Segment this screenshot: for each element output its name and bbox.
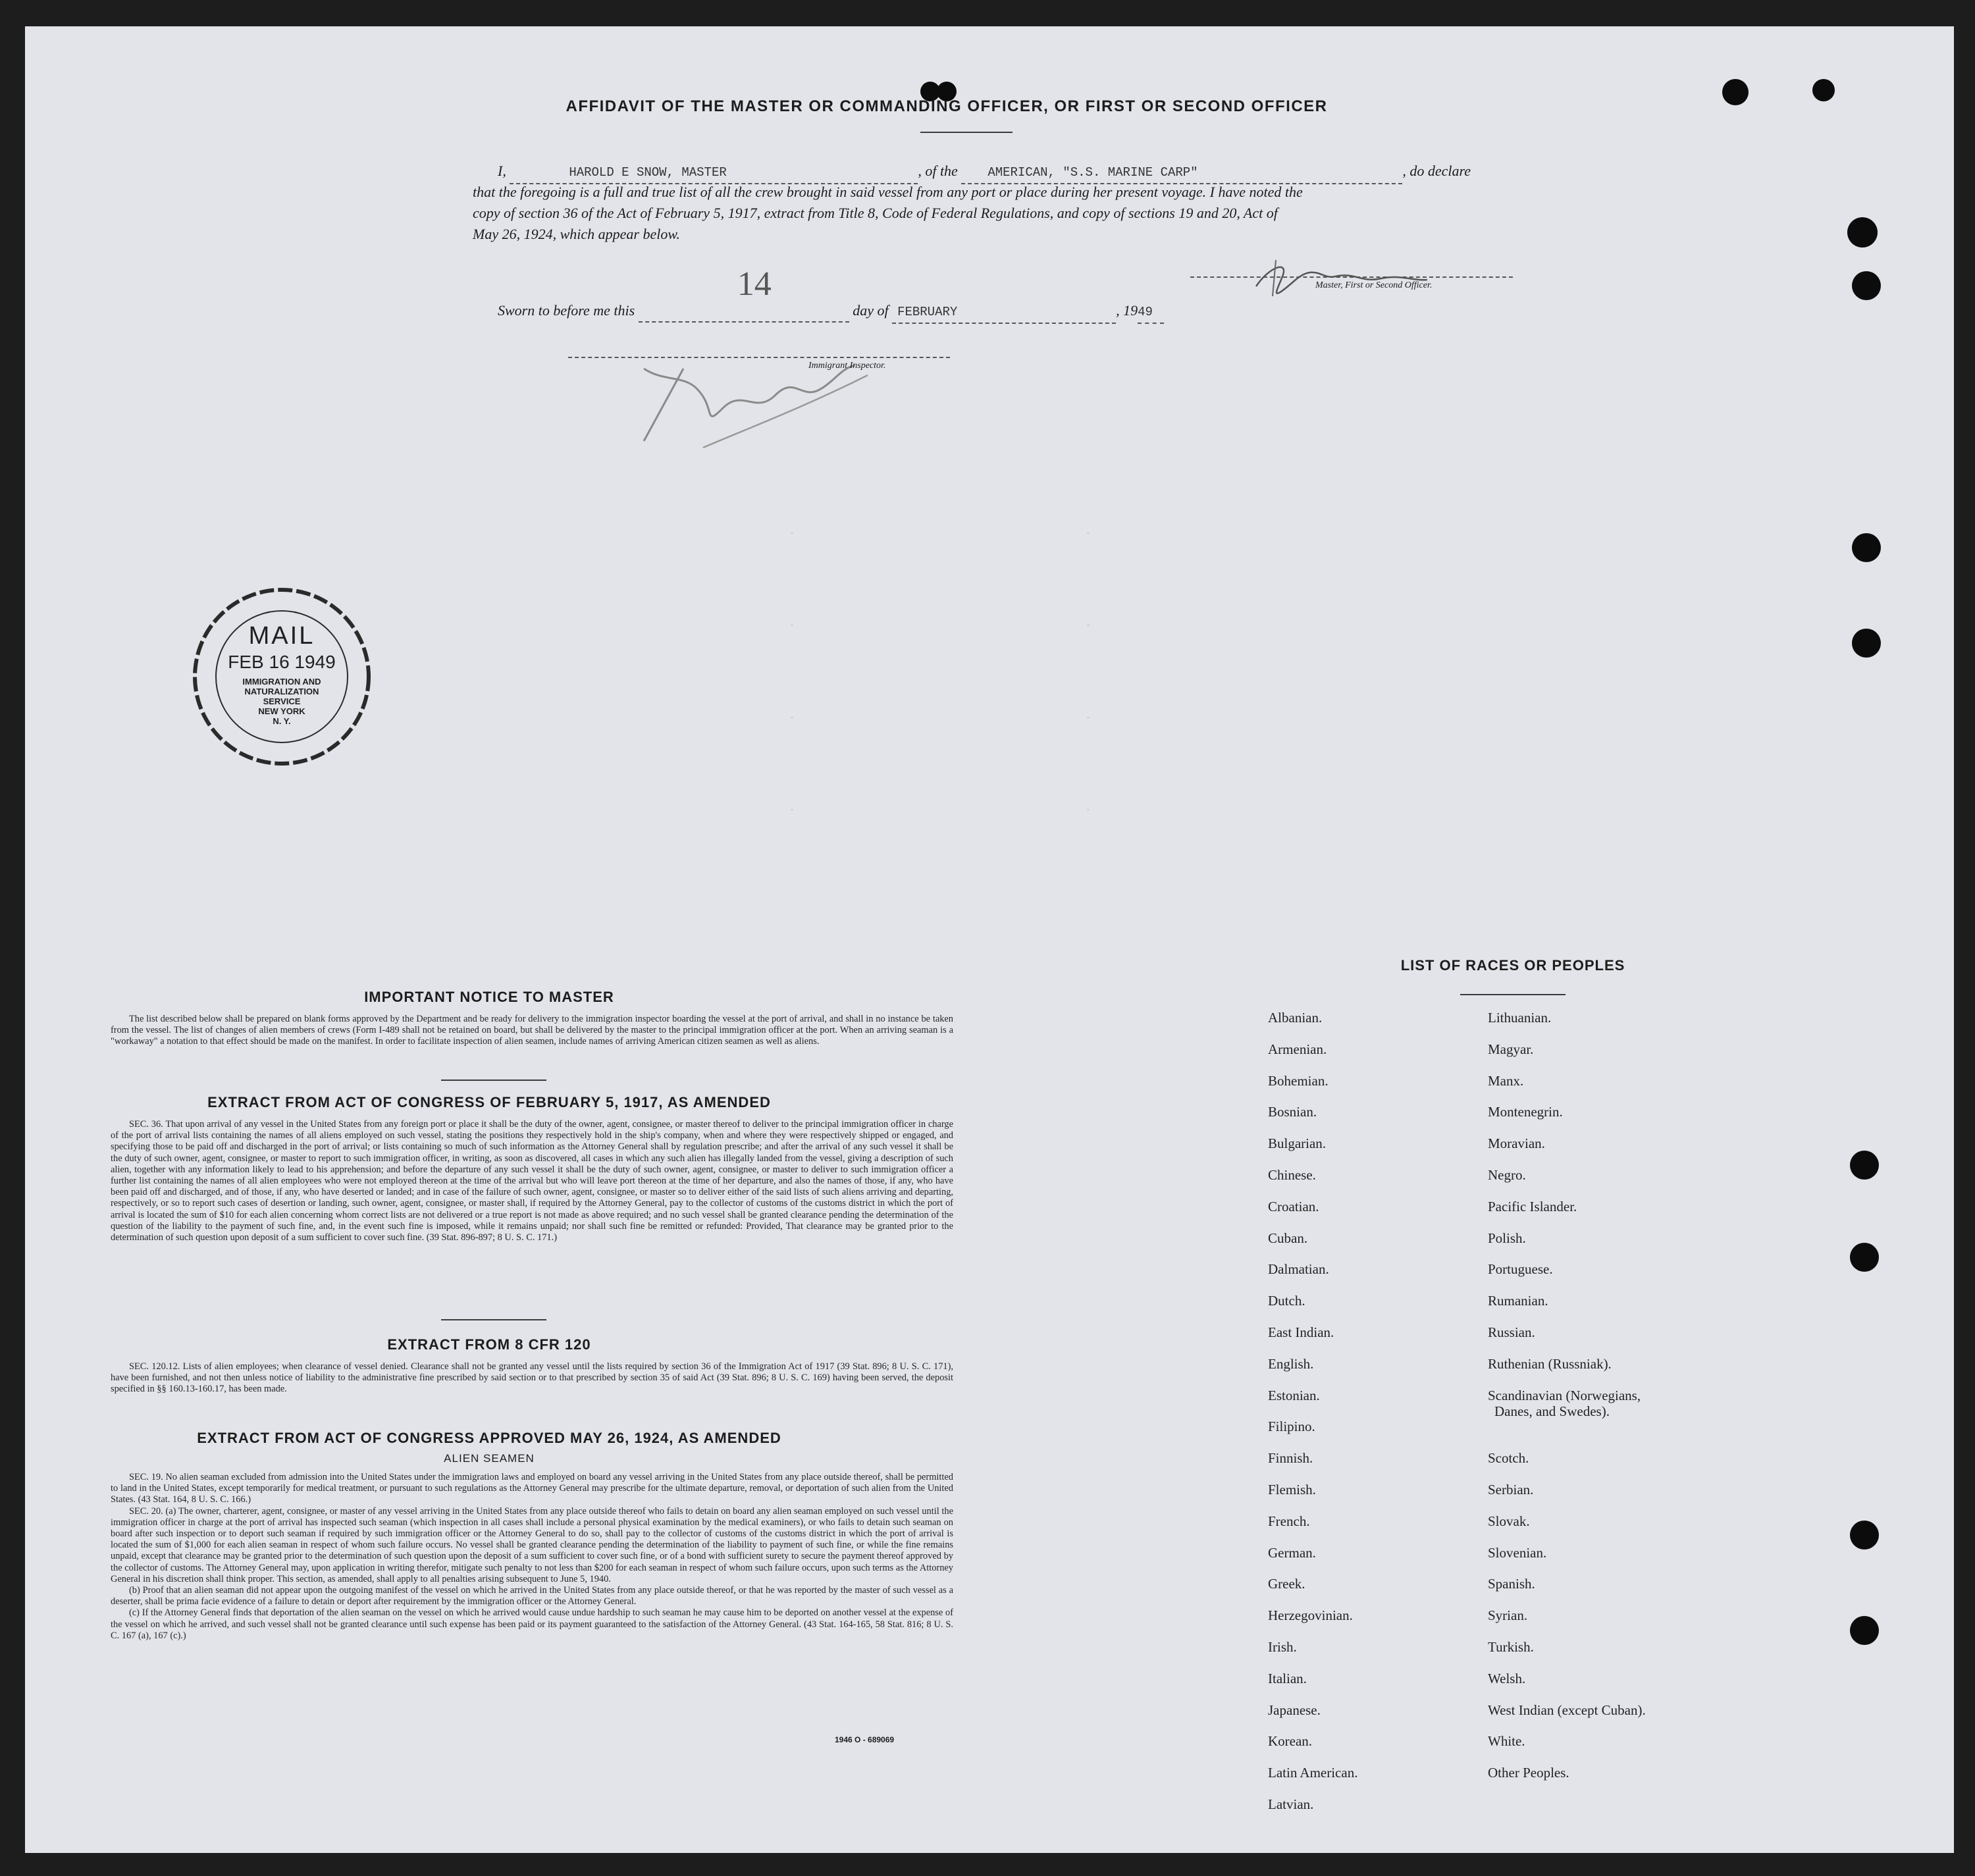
race-item: Scandinavian (Norwegians, bbox=[1488, 1387, 1641, 1403]
race-item: Pacific Islander. bbox=[1488, 1198, 1577, 1214]
race-item: Ruthenian (Russniak). bbox=[1488, 1355, 1612, 1372]
divider bbox=[441, 1080, 546, 1081]
declaration-line bbox=[498, 161, 1551, 184]
race-item: Flemish. bbox=[1268, 1482, 1316, 1498]
declaration-body-3: May 26, 1924, which appear below. bbox=[473, 226, 680, 242]
print-code: 1946 O - 689069 bbox=[835, 1735, 895, 1744]
race-item: Scotch. bbox=[1488, 1450, 1529, 1467]
sworn-year: 49 bbox=[1138, 301, 1164, 324]
race-item: Armenian. bbox=[1268, 1041, 1327, 1057]
race-item: Croatian. bbox=[1268, 1198, 1319, 1214]
race-item: Lithuanian. bbox=[1488, 1010, 1552, 1026]
race-item: Slovenian. bbox=[1488, 1544, 1547, 1561]
year-prefix: , 19 bbox=[1116, 302, 1138, 319]
race-item: Russian. bbox=[1488, 1324, 1535, 1340]
punch-hole bbox=[1850, 1243, 1879, 1272]
race-item: Montenegrin. bbox=[1488, 1104, 1563, 1120]
inspector-signature-line bbox=[568, 357, 950, 358]
punch-hole bbox=[1850, 1616, 1879, 1645]
race-item: German. bbox=[1268, 1544, 1316, 1561]
race-item: Syrian. bbox=[1488, 1607, 1528, 1624]
punch-hole bbox=[1847, 217, 1878, 248]
race-item: Magyar. bbox=[1488, 1041, 1534, 1057]
stamp-text bbox=[211, 622, 353, 726]
races-title: LIST OF RACES OR PEOPLES bbox=[1400, 957, 1625, 974]
declaration-body-2: copy of section 36 of the Act of February 5, 1917, extract from Title 8, Code of Federal Regulations, and copy of sections 19 and 20, Act of bbox=[473, 205, 1278, 221]
extract-cfr-text bbox=[111, 1361, 953, 1395]
section-19-paragraph: SEC. 19. No alien seaman excluded from admission into the United States under the immigration laws and employed on board any vessel arriving in the United States from any place outside thereof, shall be permitted to land in the United States, except temporarily for medical treatment, or pursuant to such regulations as the Attorney General may prescribe for the ultimate departure, removal, or deportation of such alien from the United States. (43 Stat. 164, 8 U. S. C. 166.) bbox=[111, 1472, 953, 1505]
section-20b-paragraph: (b) Proof that an alien seaman did not appear upon the outgoing manifest of the vessel on which he arrived in the United States from any place outside thereof, or that he was reported by the master of such vessel as a deserter, shall be prima facie evidence of a failure to detain or deport after requirement by the immigration officer or the Attorney General. bbox=[111, 1585, 953, 1607]
punch-hole bbox=[1852, 629, 1881, 658]
vessel-field bbox=[961, 161, 1402, 184]
race-item: East Indian. bbox=[1268, 1324, 1334, 1340]
race-item: Albanian. bbox=[1268, 1010, 1323, 1026]
race-item: Japanese. bbox=[1268, 1702, 1321, 1718]
stamp-line4: NATURALIZATION bbox=[244, 687, 319, 696]
extract-1924-subtitle: ALIEN SEAMEN bbox=[444, 1452, 535, 1465]
extract-cfr-title: EXTRACT FROM 8 CFR 120 bbox=[387, 1336, 591, 1353]
race-item: Finnish. bbox=[1268, 1450, 1313, 1467]
officer-caption: Master, First or Second Officer. bbox=[1315, 280, 1433, 290]
sworn-month: FEBRUARY bbox=[897, 305, 958, 319]
inspector-caption: Immigrant Inspector. bbox=[808, 361, 886, 371]
punch-hole bbox=[1852, 533, 1881, 562]
declarant-name: HAROLD E SNOW, MASTER bbox=[569, 165, 727, 180]
affidavit-title: AFFIDAVIT OF THE MASTER OR COMMANDING OFFICER, OR FIRST OR SECOND OFFICER bbox=[566, 97, 1328, 115]
declarant-prefix: I, bbox=[498, 163, 506, 179]
document-page bbox=[25, 26, 1954, 1853]
race-item: Italian. bbox=[1268, 1670, 1307, 1686]
race-item: Dutch. bbox=[1268, 1293, 1305, 1309]
officer-signature-line bbox=[1190, 276, 1513, 278]
race-item: Latin American. bbox=[1268, 1765, 1358, 1781]
section-36-paragraph: SEC. 36. That upon arrival of any vessel in the United States from any foreign port or place it shall be the duty of the owner, agent, consignee, or master thereof to deliver to the principal immigration officer in charge of the port of arrival lists containing the names of all aliens employed on such vessel, stating the positions they respectively hold in the ship's company, when and where they were respectively shipped or engaged, and specifying those to be paid off and discharged in the port of arrival; or lists containing so much of such information as the Attorney General shall by regulation prescribe; and after the arrival of any such vessel it shall be the duty of such owner, agent, consignee, or master to report to such immigration officer, in writing, as soon as discovered, all cases in which any such alien has illegally landed from the vessel, giving a description of such alien, together with any information likely to lead to his apprehension; and before the departure of any such vessel it shall be the duty of such owner, agent, consignee, or master to deliver to such immigration officer a further list containing the names of all alien employees who were not employed thereon at the time of the arrival but who will leave port thereon at the time of her departure, and also the names of those, if any, who have been paid off and discharged, and of those, if any, who have deserted or landed; and in case of the failure of such owner, agent, consignee, or master so to deliver either of the said lists of such aliens arriving and departing, respectively, or so to report such cases of desertion or landing, such owner, agent, consignee, or master shall, if required by the Attorney General, pay to the collector of customs of the customs district in which the port of arrival is located the sum of $10 for each alien concerning whom correct lists are not delivered or a true report is not made as above required; and no such vessel shall be granted clearance pending the determination of the question of the liability to the payment of such fine, and, in the event such fine is imposed, while it remains unpaid; nor shall such fine be remitted or refunded: Provided, That clearance may be granted prior to the determination of such question upon deposit of a sum sufficient to cover such fine. (39 Stat. 896-897; 8 U. S. C. 171.) bbox=[111, 1119, 953, 1243]
race-item: Chinese. bbox=[1268, 1167, 1316, 1183]
faint-dots bbox=[644, 487, 1236, 856]
stamp-line7: N. Y. bbox=[273, 716, 291, 726]
race-item: Moravian. bbox=[1488, 1135, 1545, 1152]
race-item: Bohemian. bbox=[1268, 1072, 1329, 1089]
extract-1917-text bbox=[111, 1119, 953, 1243]
sworn-line bbox=[498, 265, 1354, 324]
stamp-mail: MAIL bbox=[248, 622, 315, 650]
race-item: Welsh. bbox=[1488, 1670, 1526, 1686]
race-item: Bosnian. bbox=[1268, 1104, 1317, 1120]
race-item: English. bbox=[1268, 1355, 1314, 1372]
race-item: Spanish. bbox=[1488, 1576, 1535, 1592]
sworn-label: Sworn to before me this bbox=[498, 302, 635, 319]
race-item: French. bbox=[1268, 1513, 1310, 1529]
section-20c-paragraph: (c) If the Attorney General finds that deportation of the alien seaman on the vessel on which he arrived would cause undue hardship to such seaman he may cause him to be deported on another vessel at the expense of the vessel on which he arrived, and such vessel shall not be granted clearance until such expense has been paid or its payment guaranteed to the satisfaction of the Attorney General. (43 Stat. 164-165, 58 Stat. 816; 8 U. S. C. 167 (a), 167 (c).) bbox=[111, 1607, 953, 1641]
extract-1924-text bbox=[111, 1472, 953, 1642]
stamp-line3: IMMIGRATION AND bbox=[242, 677, 321, 687]
stamp-date: FEB 16 1949 bbox=[228, 652, 336, 672]
section-20a-paragraph: SEC. 20. (a) The owner, charterer, agent, consignee, or master of any vessel arriving in the United States from any place outside thereof who fails to detain on board any alien seaman employed on such vessel until the immigration officer in charge at the port of arrival has inspected such seaman (which inspection in all cases shall include a personal physical examination by the medical examiners), or who fails to detain such seaman on board after such inspection or to deport such seaman if required by such immigration officer or the Attorney General to do so, shall pay to the collector of customs of the customs district in which the port of arrival is located the sum of $1,000 for each alien seaman in respect of whom such failure occurs. No vessel shall be granted clearance pending the determination of the liability to payment of such fine, or while the fine remains unpaid, except that clearance may be granted prior to the determination of such question upon the deposit of a sum sufficient to cover such fine, or of a bond with sufficient surety to secure the payment thereof approved by the collector of customs. The Attorney General may, upon application in writing therefor, mitigate such penalty to not less than $200 for each seaman in respect of whom such failure occurs, upon such terms as the Attorney General in his discretion shall think proper. This section, as amended, shall apply to all penalties arising subsequent to June 5, 1940. bbox=[111, 1505, 953, 1584]
race-item: Latvian. bbox=[1268, 1796, 1314, 1812]
race-item: Irish. bbox=[1268, 1639, 1297, 1655]
race-item: Estonian. bbox=[1268, 1387, 1320, 1403]
extract-1924-title: EXTRACT FROM ACT OF CONGRESS APPROVED MAY 26, 1924, AS AMENDED bbox=[197, 1430, 781, 1446]
vessel-name: AMERICAN, "S.S. MARINE CARP" bbox=[988, 165, 1198, 180]
sworn-day-field bbox=[639, 265, 849, 323]
sworn-day: 14 bbox=[737, 265, 772, 303]
race-item: Polish. bbox=[1488, 1230, 1526, 1246]
of-the-label: , of the bbox=[918, 163, 958, 179]
race-item: Bulgarian. bbox=[1268, 1135, 1327, 1152]
stamp-line5: SERVICE bbox=[263, 696, 301, 706]
race-item: Other Peoples. bbox=[1488, 1765, 1569, 1781]
declaration-body-1: that the foregoing is a full and true list of all the crew brought in said vessel from any port or place during her present voyage. I have noted the bbox=[473, 184, 1303, 200]
race-item: Manx. bbox=[1488, 1072, 1524, 1089]
punch-hole bbox=[1722, 79, 1749, 105]
extract-1917-title: EXTRACT FROM ACT OF CONGRESS OF FEBRUARY 5, 1917, AS AMENDED bbox=[207, 1094, 771, 1110]
month-field bbox=[892, 300, 1116, 324]
title-divider bbox=[920, 132, 1013, 133]
punch-hole bbox=[1812, 79, 1835, 101]
race-item: Dalmatian. bbox=[1268, 1261, 1329, 1278]
race-item: Turkish. bbox=[1488, 1639, 1534, 1655]
race-item: Serbian. bbox=[1488, 1482, 1534, 1498]
divider bbox=[441, 1319, 546, 1320]
declarant-field bbox=[510, 161, 918, 184]
race-item: West Indian (except Cuban). bbox=[1488, 1702, 1646, 1718]
race-item: Filipino. bbox=[1268, 1419, 1315, 1435]
notice-text bbox=[111, 1014, 953, 1048]
race-item: White. bbox=[1488, 1733, 1525, 1750]
race-item: Danes, and Swedes). bbox=[1494, 1403, 1610, 1419]
races-divider bbox=[1460, 994, 1566, 995]
inspector-signature bbox=[604, 329, 881, 467]
race-item: Slovak. bbox=[1488, 1513, 1530, 1529]
cfr-paragraph: SEC. 120.12. Lists of alien employees; when clearance of vessel denied. Clearance shall not be granted any vessel until the lists required by section 36 of the Immigration Act of 1917 (39 Stat. 896; 8 U. S. C. 171), have been furnished, and not then unless notice of liability to the administrative fine prescribed by said section or to that prescribed by section 35 of said Act (39 Stat. 896; 8 U. S. C. 169) having been served, the deposit specified in §§ 160.13-160.17, has been made. bbox=[111, 1361, 953, 1395]
race-item: Rumanian. bbox=[1488, 1293, 1548, 1309]
race-item: Cuban. bbox=[1268, 1230, 1308, 1246]
race-item: Korean. bbox=[1268, 1733, 1313, 1750]
punch-hole bbox=[1852, 271, 1881, 300]
race-item: Negro. bbox=[1488, 1167, 1526, 1183]
day-of-label: day of bbox=[853, 302, 889, 319]
stamp-line6: NEW YORK bbox=[258, 706, 305, 716]
race-item: Herzegovinian. bbox=[1268, 1607, 1353, 1624]
notice-paragraph: The list described below shall be prepared on blank forms approved by the Department and be ready for delivery to the immigration inspector boarding the vessel at the port of arrival, and shall in no instance be taken from the vessel. The list of changes of alien members of crews (Form I-489 shall not be retained on board, but shall be delivered by the master to the principal immigration officer at the port. When an arriving seaman is a "workaway" a notation to that effect should be made on the manifest. In order to facilitate inspection of alien seamen, include names of arriving American citizen seamen as well as aliens. bbox=[111, 1014, 953, 1047]
race-item: Portuguese. bbox=[1488, 1261, 1553, 1278]
race-item: Greek. bbox=[1268, 1576, 1305, 1592]
punch-hole bbox=[1850, 1151, 1879, 1180]
do-declare-label: , do declare bbox=[1402, 163, 1471, 179]
punch-hole bbox=[1850, 1521, 1879, 1550]
notice-title: IMPORTANT NOTICE TO MASTER bbox=[364, 989, 614, 1005]
